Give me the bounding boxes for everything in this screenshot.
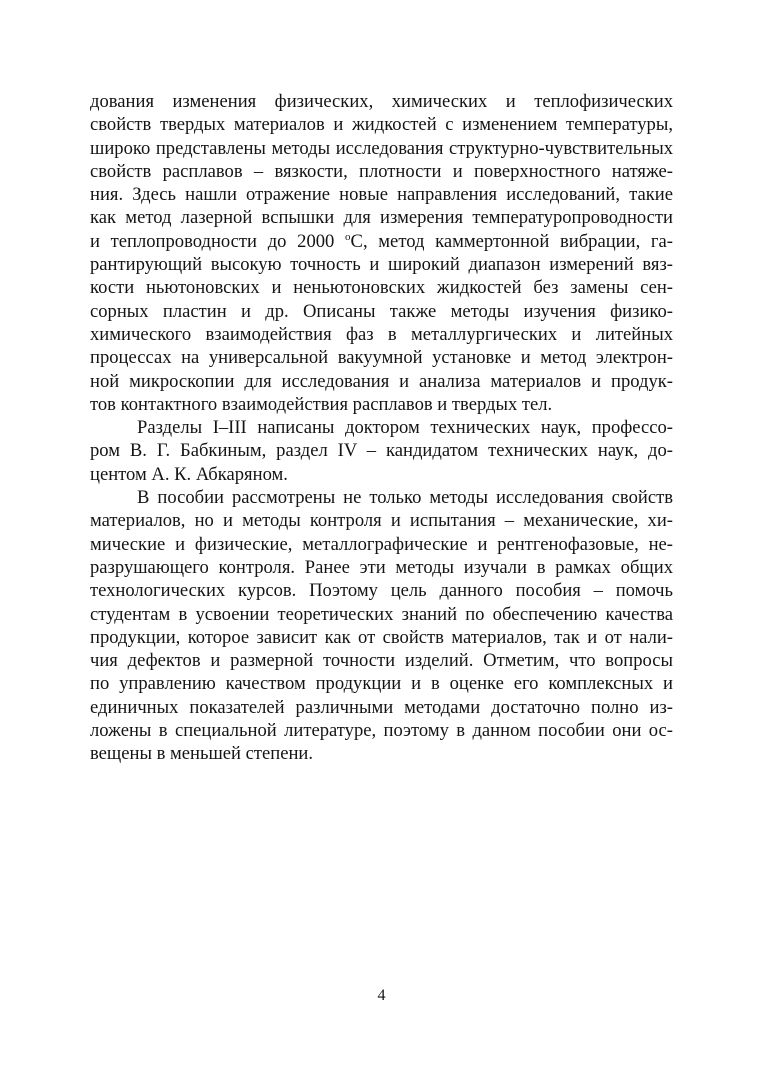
text-line: сорных пластин и др. Описаны также методы изучения физико- xyxy=(90,300,673,322)
text-line: чия дефектов и размерной точности изделий. Отметим, что вопросы xyxy=(90,650,673,672)
text-line: студентам в усвоении теоретических знаний по обеспечению качества xyxy=(90,603,673,625)
text-line: как метод лазерной вспышки для измерения температуропроводности xyxy=(90,207,673,229)
text-line: широко представлены методы исследования структурно-чувствительных xyxy=(90,137,673,159)
text-line: процессах на универсальной вакуумной установке и метод электрон- xyxy=(90,347,673,369)
text-line: ной микроскопии для исследования и анализа материалов и продук- xyxy=(90,370,673,392)
text-line: материалов, но и методы контроля и испытания – механические, хи- xyxy=(90,510,673,532)
paragraph xyxy=(90,90,673,416)
paragraph xyxy=(90,486,673,766)
text-line: вещены в меньшей степени. xyxy=(90,743,314,765)
paragraph xyxy=(90,416,673,486)
text-line: разрушающего контроля. Ранее эти методы изучали в рамках общих xyxy=(90,556,673,578)
text-line: Разделы I–III написаны доктором технических наук, профессо- xyxy=(137,417,673,439)
text-line: ния. Здесь нашли отражение новые направления исследований, такие xyxy=(90,184,673,206)
text-line: В пособии рассмотрены не только методы исследования свойств xyxy=(137,487,673,509)
text-line: продукции, которое зависит как от свойств материалов, так и от нали- xyxy=(90,626,673,648)
text-line: по управлению качеством продукции и в оценке его комплексных и xyxy=(90,673,673,695)
text-line: единичных показателей различными методами достаточно полно из- xyxy=(90,696,673,718)
degree-sign: o xyxy=(345,230,351,243)
text-line: центом А. К. Абкаряном. xyxy=(90,463,288,485)
text-line: мические и физические, металлографические и рентгенофазовые, не- xyxy=(90,533,673,555)
text-line: химического взаимодействия фаз в металлургических и литейных xyxy=(90,323,673,345)
text-line: кости ньютоновских и неньютоновских жидкостей без замены сен- xyxy=(90,277,673,299)
text-line: дования изменения физических, химических и теплофизических xyxy=(90,91,673,112)
text-line: ром В. Г. Бабкиным, раздел IV – кандидатом технических наук, до- xyxy=(90,440,673,462)
body-text xyxy=(90,90,673,766)
text-line: технологических курсов. Поэтому цель данного пособия – помочь xyxy=(90,580,673,602)
text-line: свойств твердых материалов и жидкостей с изменением температуры, xyxy=(90,114,673,136)
text-line: рантирующий высокую точность и широкий диапазон измерений вяз- xyxy=(90,254,673,276)
text-line: тов контактного взаимодействия расплавов и твердых тел. xyxy=(90,393,553,415)
text-line: свойств расплавов – вязкости, плотности и поверхностного натяже- xyxy=(90,160,673,182)
text-line: и теплопроводности до 2000 $^o$С, метод каммертонной вибрации, га- xyxy=(90,230,673,252)
text-line: ложены в специальной литературе, поэтому в данном пособии они ос- xyxy=(90,720,673,742)
page-number: 4 xyxy=(377,987,386,1004)
